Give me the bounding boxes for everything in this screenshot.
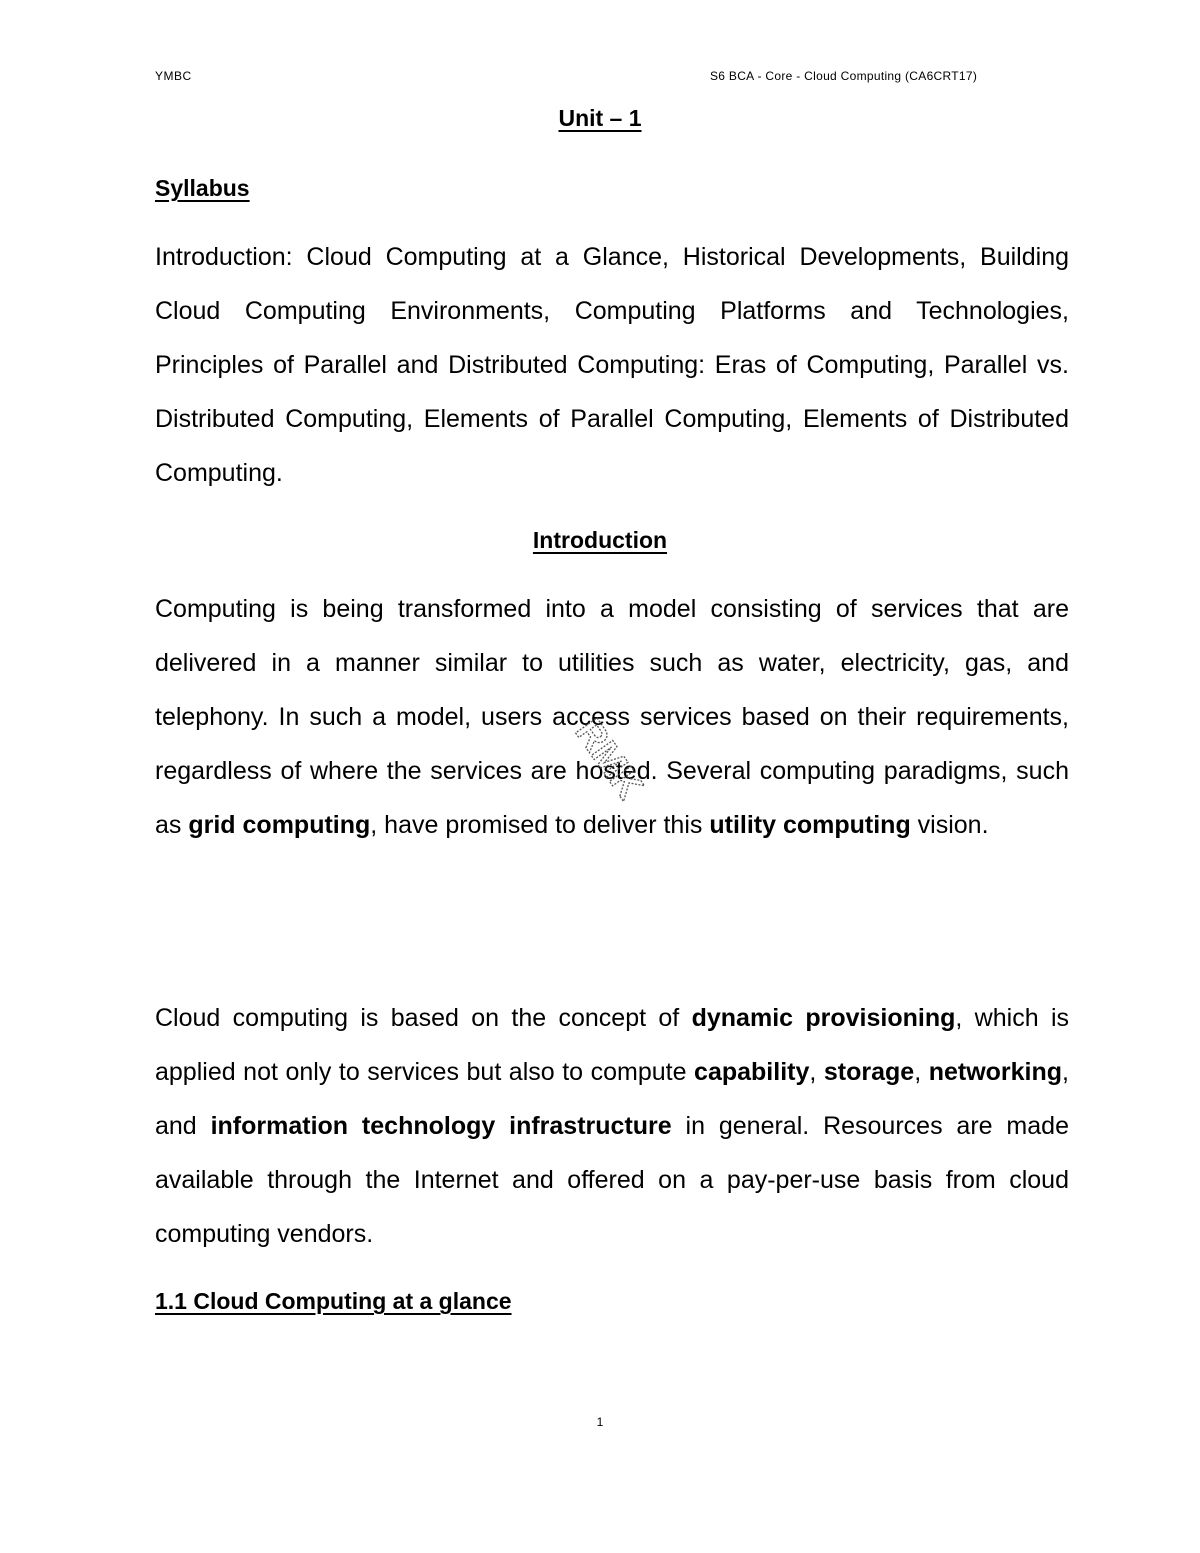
introduction-paragraph-2 [155, 991, 1069, 1261]
intro-p2-text-2: , which is applied not only to services but also to compute [155, 1004, 1070, 1086]
intro-p1-text-3: vision. [910, 811, 989, 839]
intro-p2-text-1: Cloud computing is based on the concept of [155, 1004, 692, 1032]
page-header-right: S6 BCA - Core - Cloud Computing (CA6CRT17) [710, 69, 978, 83]
utility-computing-term: utility computing [709, 811, 911, 839]
watermark-stamp [548, 695, 668, 825]
grid-computing-term: grid computing [188, 811, 371, 839]
storage-term: storage [823, 1058, 915, 1086]
dynamic-provisioning-term: dynamic provisioning [691, 1004, 956, 1032]
capability-term: capability [694, 1058, 810, 1086]
intro-p2-text-3: , [809, 1058, 824, 1086]
intro-p2-text-4: , [914, 1058, 929, 1086]
page-number: 1 [596, 1415, 604, 1429]
syllabus-heading: Syllabus [155, 175, 250, 201]
section-1-1-heading: 1.1 Cloud Computing at a glance [155, 1288, 512, 1314]
watermark-text: RMK [566, 711, 651, 807]
syllabus-text: Introduction: Cloud Computing at a Glance, Historical Developments, Building Cloud Computing Environments, Computing Platforms and Technologies, Principles of Parallel and Distributed Computing: Eras of Computing, Parallel vs. Distributed Computing, Elements of Parallel Computing, Elements of Distributed Computing. [155, 243, 1069, 487]
introduction-heading: Introduction [532, 527, 668, 553]
intro-p1-text-2: , have promised to deliver this [370, 811, 710, 839]
unit-title: Unit – 1 [558, 105, 642, 131]
networking-term: networking [928, 1058, 1063, 1086]
intro-p2-text-6: in general. Resources are made available through the Internet and offered on a pay-per-use basis from cloud computing vendors. [155, 1112, 1069, 1248]
page-header-left: YMBC [155, 69, 192, 83]
intro-p2-text-5: , and [155, 1058, 1069, 1140]
intro-p1-text-1: Computing is being transformed into a model consisting of services that are delivered in a manner similar to utilities such as water, electricity, gas, and telephony. In such a model, users access services based on their requirements, regardless of where the services are hosted. Several computing paradigms, such as [155, 595, 1069, 839]
it-infrastructure-term: information technology infrastructure [210, 1112, 672, 1140]
